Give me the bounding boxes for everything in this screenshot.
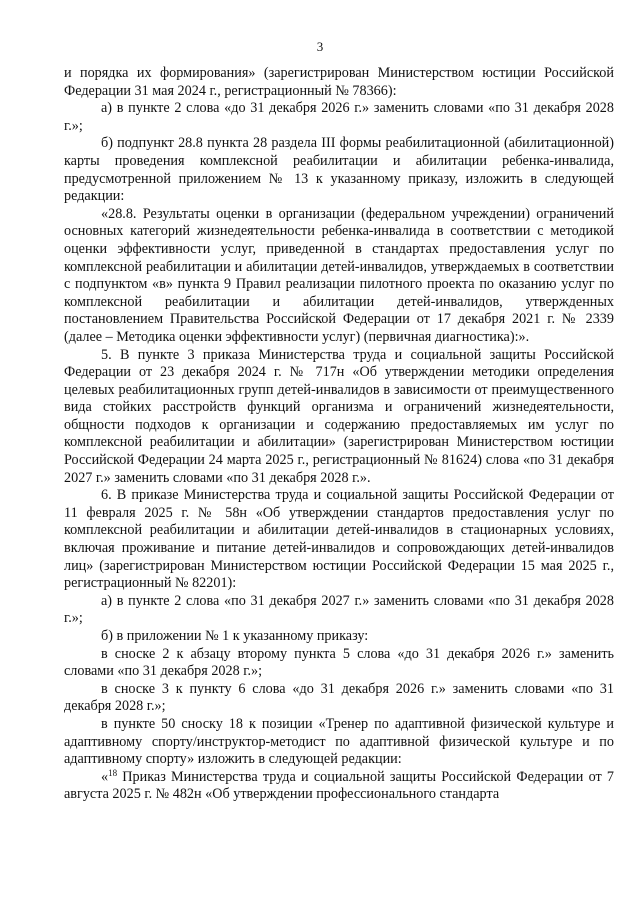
footnote-marker: 18 — [108, 767, 118, 778]
paragraph: а) в пункте 2 слова «по 31 декабря 2027 г.» заменить словами «по 31 декабря 2028 г.»; — [64, 592, 614, 627]
paragraph: и порядка их формирования» (зарегистрирован Министерством юстиции Российской Федерации 31 мая 2024 г., регистрационный № 78366): — [64, 65, 614, 99]
paragraph: а) в пункте 2 слова «до 31 декабря 2026 г.» заменить словами «по 31 декабря 2028 г.»; — [64, 100, 614, 134]
paragraph: в сноске 2 к абзацу второму пункта 5 слова «до 31 декабря 2026 г.» заменить словами «по 31 декабря 2028 г.»; — [64, 645, 614, 680]
paragraph: в сноске 3 к пункту 6 слова «до 31 декабря 2026 г.» заменить словами «по 31 декабря 2028 г.»; — [64, 680, 614, 715]
paragraph-quoted: «28.8. Результаты оценки в организации (федеральном учреждении) ограничений основных категорий жизнедеятельности ребенка-инвалида в соответствии с методикой оценки эффективности услуг, приведенной в стандартах предоставления услуг по комплексной реабилитации и абилитации детей-инвалидов, утверждаемых в соответствии с подпунктом «в» пункта 9 Правил реализации пилотного проекта по оказанию услуг по комплексной реабилитации и абилитации детей-инвалидов, утвержденных постановлением Правительства Российской Федерации от 17 декабря 2021 г. № 2339 (далее – Методика оценки эффективности услуг) (первичная диагностика):». — [64, 205, 614, 345]
document-body — [64, 65, 614, 804]
paragraph-item-5: 5. В пункте 3 приказа Министерства труда и социальной защиты Российской Федерации от 23 декабря 2024 г. № 717н «Об утверждении методики определения целевых реабилитационных групп детей-инвалидов в зависимости от преимущественного вида стойких расстройств функций организма и ограничений жизнедеятельности, общности подходов к организации и содержанию предоставляемых им услуг по комплексной реабилитации и абилитации» (зарегистрирован Министерством юстиции Российской Федерации 24 марта 2025 г., регистрационный № 81624) слова «по 31 декабря 2027 г.» заменить словами «по 31 декабря 2028 г.». — [64, 346, 614, 486]
footnote-text: Приказ Министерства труда и социальной защиты Российской Федерации от 7 августа 2025 г. № 482н «Об утверждении профессионального стандарта — [64, 768, 614, 803]
paragraph: б) подпункт 28.8 пункта 28 раздела III формы реабилитационной (абилитационной) карты проведения комплексной реабилитации и абилитации ребенка-инвалида, предусмотренной приложением № 13 к указанному приказу, изложить в следующей редакции: — [64, 135, 614, 205]
paragraph: в пункте 50 сноску 18 к позиции «Тренер по адаптивной физической культуре и адаптивному спорту/инструктор-методист по адаптивной физической культуре и по адаптивному спорту» изложить в следующей редакции: — [64, 715, 614, 768]
paragraph-footnote — [64, 769, 614, 804]
paragraph: б) в приложении № 1 к указанному приказу: — [101, 628, 369, 644]
page-number: 3 — [316, 39, 324, 54]
paragraph-item-6: 6. В приказе Министерства труда и социальной защиты Российской Федерации от 11 февраля 2025 г. № 58н «Об утверждении стандартов предоставления услуг по комплексной реабилитации и абилитации детей-инвалидов в стационарных условиях, включая проживание и питание детей-инвалидов и сопровождающих детей-инвалидов лиц» (зарегистрирован Министерством юстиции Российской Федерации 15 мая 2025 г., регистрационный № 82201): — [64, 487, 614, 592]
quote-open: « — [101, 768, 109, 785]
